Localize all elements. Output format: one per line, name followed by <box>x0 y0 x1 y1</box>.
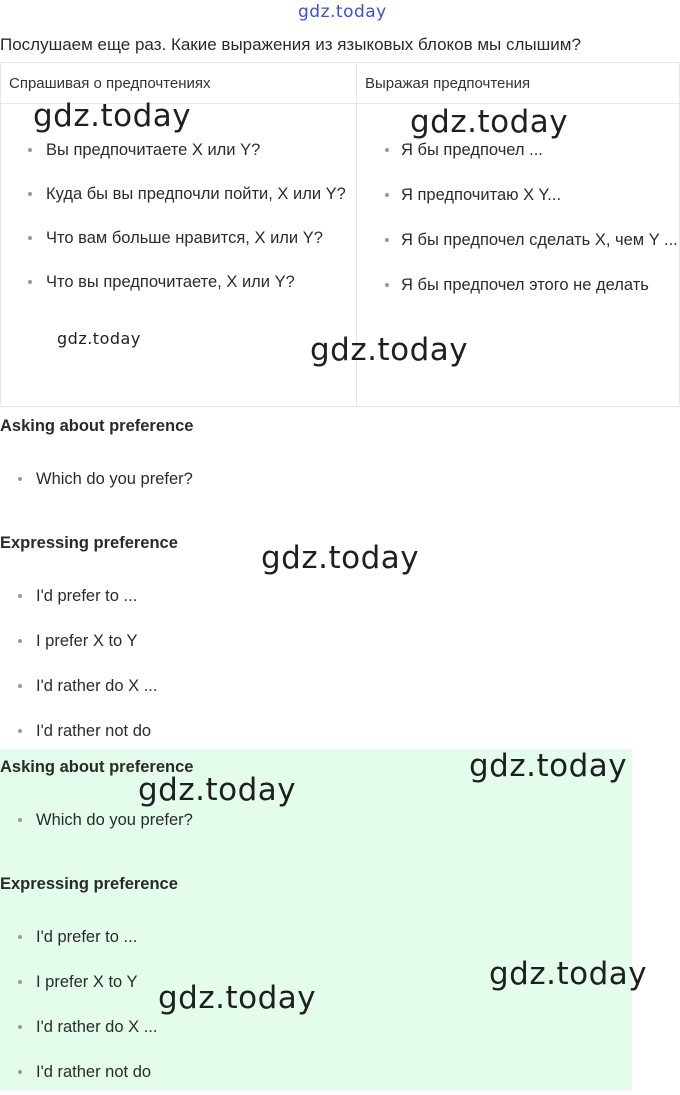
expressing-list <box>357 132 679 303</box>
asking-list <box>1 132 356 300</box>
watermark: gdz.today <box>410 104 569 140</box>
asking-list <box>0 798 600 843</box>
asking-list <box>0 457 600 502</box>
list-item: I'd prefer to ... <box>0 574 600 619</box>
watermark: gdz.today <box>138 772 297 808</box>
list-item: Я бы предпочел этого не делать <box>357 267 679 303</box>
cell-asking <box>1 104 357 407</box>
watermark: gdz.today <box>33 98 192 134</box>
table-body-row <box>1 104 680 407</box>
list-item: I prefer X to Y <box>0 960 600 1005</box>
list-item: Which do you prefer? <box>0 457 600 502</box>
list-item: I'd rather do X ... <box>0 664 600 709</box>
list-item: I'd prefer to ... <box>0 915 600 960</box>
list-item: Куда бы вы предпочли пойти, X или Y? <box>1 176 356 212</box>
watermark: gdz.today <box>158 980 317 1016</box>
list-item: Which do you prefer? <box>0 798 600 843</box>
list-item: Вы предпочитаете X или Y? <box>1 132 356 168</box>
cell-expressing <box>357 104 680 407</box>
list-item: I prefer X to Y <box>0 619 600 664</box>
expressing-list <box>0 915 600 1095</box>
table-header-row <box>1 63 680 104</box>
expressing-heading: Expressing preference <box>0 875 178 893</box>
list-item: Что вам больше нравится, X или Y? <box>1 220 356 256</box>
watermark: gdz.today <box>489 956 648 992</box>
header-asking: Спрашивая о предпочтениях <box>1 63 357 104</box>
watermark: gdz.today <box>261 540 420 576</box>
expressing-heading: Expressing preference <box>0 534 178 552</box>
list-item: I'd rather not do <box>0 709 600 754</box>
watermark: gdz.today <box>310 332 469 368</box>
asking-heading: Asking about preference <box>0 758 194 776</box>
list-item: Я бы предпочел сделать X, чем Y ... <box>357 222 679 258</box>
expressing-list <box>0 574 600 754</box>
list-item: I'd rather do X ... <box>0 1005 600 1050</box>
list-item: Я бы предпочел ... <box>357 132 679 168</box>
list-item: I'd rather not do <box>0 1050 600 1095</box>
watermark: gdz.today <box>57 329 141 348</box>
preferences-table <box>0 62 680 407</box>
asking-heading: Asking about preference <box>0 417 194 435</box>
exercise-question: Послушаем еще раз. Какие выражения из языковых блоков мы слышим? <box>0 35 581 54</box>
watermark-top: gdz.today <box>298 2 387 22</box>
list-item: Я предпочитаю X Y... <box>357 177 679 213</box>
header-expressing: Выражая предпочтения <box>357 63 680 104</box>
watermark: gdz.today <box>469 748 628 784</box>
list-item: Что вы предпочитаете, X или Y? <box>1 264 356 300</box>
